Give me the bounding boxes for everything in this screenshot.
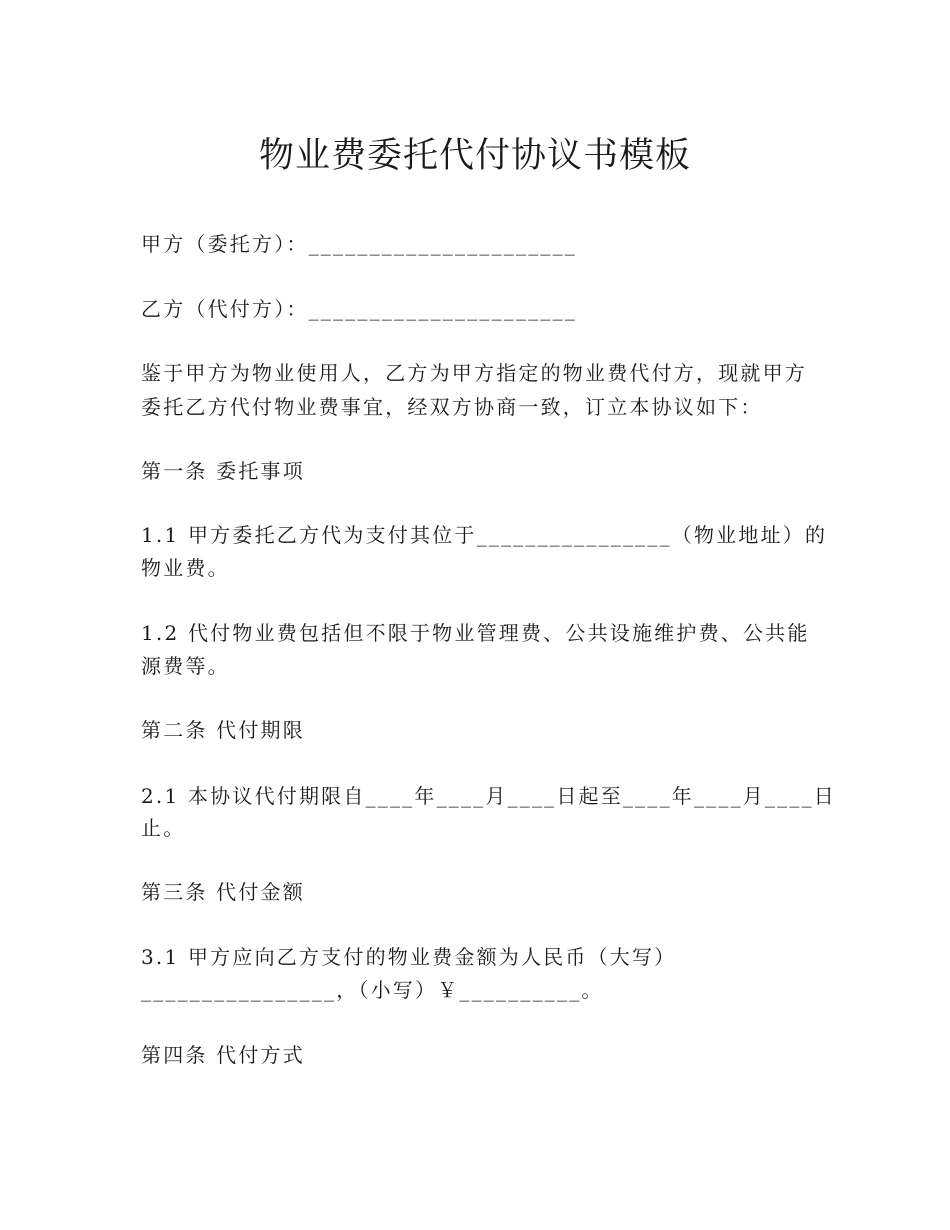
article-3-heading: 第三条 代付金额 bbox=[141, 880, 305, 904]
clause-2-1-line-1: 2.1 本协议代付期限自____年____月____日起至____年____月____日 bbox=[141, 784, 836, 808]
clause-2-1-line-2: 止。 bbox=[141, 816, 186, 840]
document-title: 物业费委托代付协议书模板 bbox=[258, 136, 691, 176]
clause-3-1-line-2: ________________，（小写）￥__________。 bbox=[141, 978, 604, 1002]
intro-line-1: 鉴于甲方为物业使用人，乙方为甲方指定的物业费代付方，现就甲方 bbox=[141, 361, 807, 385]
clause-1-2-line-1: 1.2 代付物业费包括但不限于物业管理费、公共设施维护费、公共能 bbox=[141, 621, 810, 645]
article-4-heading: 第四条 代付方式 bbox=[141, 1043, 305, 1067]
clause-3-1-line-1: 3.1 甲方应向乙方支付的物业费金额为人民币（大写） bbox=[141, 945, 677, 969]
clause-1-2-line-2: 源费等。 bbox=[141, 654, 230, 678]
clause-1-1-line-1: 1.1 甲方委托乙方代为支付其位于________________（物业地址）的 bbox=[141, 523, 828, 547]
clause-1-1-line-2: 物业费。 bbox=[141, 556, 230, 580]
intro-line-2: 委托乙方代付物业费事宜，经双方协商一致，订立本协议如下： bbox=[141, 395, 763, 419]
article-2-heading: 第二条 代付期限 bbox=[141, 718, 305, 742]
party-a-line: 甲方（委托方）：______________________ bbox=[141, 232, 577, 256]
party-b-line: 乙方（代付方）：______________________ bbox=[141, 297, 577, 321]
article-1-heading: 第一条 委托事项 bbox=[141, 459, 305, 483]
